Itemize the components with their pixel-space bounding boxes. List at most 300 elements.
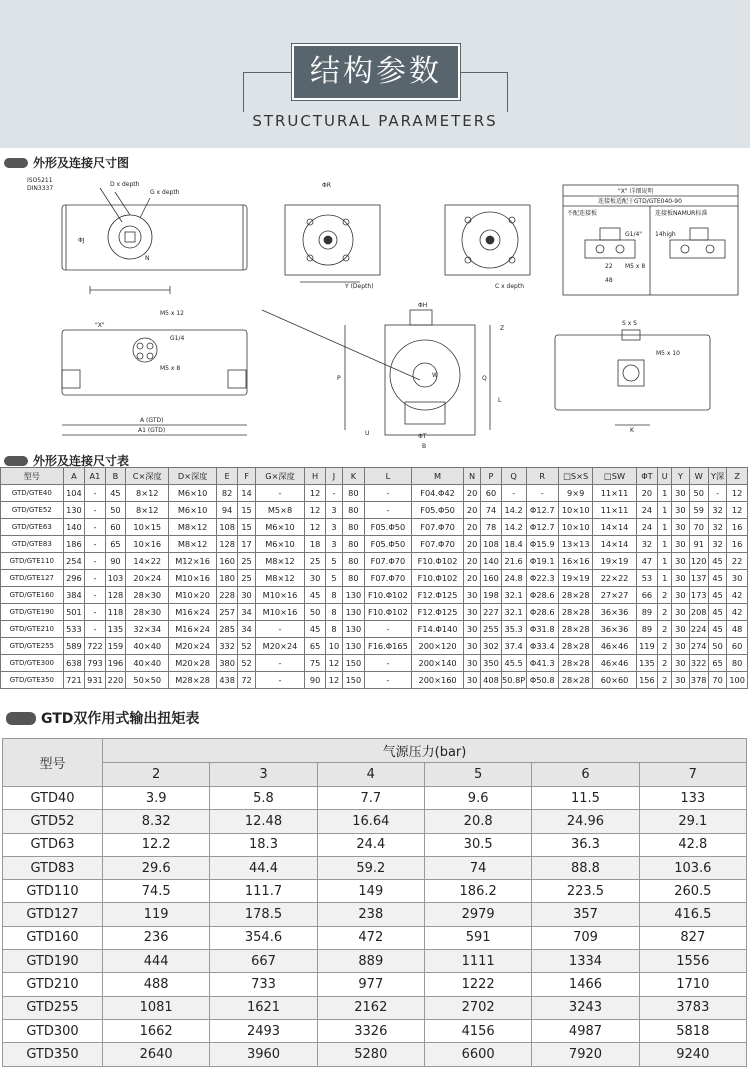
table-row	[1, 655, 748, 672]
drawing-side-view	[62, 310, 420, 435]
model-cell: GTD/GTE255	[1, 638, 64, 655]
table-cell: 27×27	[593, 587, 636, 604]
table-cell: 90	[105, 553, 126, 570]
table-cell: -	[85, 570, 106, 587]
table-cell: 20	[636, 485, 658, 502]
table-cell: 50	[708, 638, 726, 655]
torque-cell: 24.4	[317, 833, 424, 856]
table-cell: 25	[238, 570, 255, 587]
table-row	[3, 856, 747, 879]
table-cell: 150	[343, 655, 365, 672]
torque-cell: 44.4	[210, 856, 317, 879]
table-cell: 30	[672, 655, 689, 672]
table-cell: 18	[305, 536, 326, 553]
table-cell: Φ28.6	[526, 604, 558, 621]
label-n: N	[145, 255, 150, 262]
torque-cell: 24.96	[532, 810, 639, 833]
table-cell: 34	[238, 621, 255, 638]
table-cell: 50	[305, 604, 326, 621]
table-cell: F07.Φ70	[412, 536, 464, 553]
table-cell: 32×34	[126, 621, 169, 638]
table-cell: 140	[63, 519, 85, 536]
table-cell: 15	[238, 519, 255, 536]
label-m5x12: M5 x 12	[160, 310, 184, 317]
table-cell: 32.1	[501, 587, 526, 604]
table-cell: -	[85, 485, 106, 502]
table-cell: 721	[63, 672, 85, 689]
table-cell: 100	[727, 672, 748, 689]
model-cell: GTD/GTE190	[1, 604, 64, 621]
table-cell: 296	[63, 570, 85, 587]
table-cell: 160	[481, 570, 502, 587]
table-cell: 2	[658, 621, 672, 638]
table-cell: 30	[463, 621, 480, 638]
table-cell: 80	[343, 502, 365, 519]
table-cell: Φ22.3	[526, 570, 558, 587]
table-cell: 438	[216, 672, 238, 689]
table-cell: 14.2	[501, 519, 526, 536]
page-title: 结构参数	[310, 54, 442, 89]
dims-col-header: M	[412, 468, 464, 485]
table-cell: 30	[672, 502, 689, 519]
table-cell: 45	[708, 570, 726, 587]
table-cell: 2	[658, 655, 672, 672]
label-p: P	[337, 375, 341, 382]
table-cell: 384	[63, 587, 85, 604]
model-cell: GTD350	[3, 1043, 103, 1066]
torque-cell: 29.1	[639, 810, 746, 833]
table-cell: 24	[636, 519, 658, 536]
table-cell: 30	[672, 570, 689, 587]
table-cell: 78	[481, 519, 502, 536]
torque-cell: 3960	[210, 1043, 317, 1066]
label-c-depth: C x depth	[495, 283, 525, 290]
torque-cell: 2979	[424, 903, 531, 926]
table-cell: 22	[727, 553, 748, 570]
table-cell: 722	[85, 638, 106, 655]
label-q: Q	[482, 375, 487, 382]
dims-col-header: Q	[501, 468, 526, 485]
torque-cell: 119	[103, 903, 210, 926]
table-cell: 118	[105, 604, 126, 621]
table-cell: 30	[463, 672, 480, 689]
torque-cell: 1556	[639, 950, 746, 973]
table-cell: 65	[708, 655, 726, 672]
table-cell: 59	[689, 502, 708, 519]
table-cell: 50×50	[126, 672, 169, 689]
table-cell: 2	[658, 638, 672, 655]
section-heading-drawing: 外形及连接尺寸图	[4, 154, 129, 171]
table-cell: M6×10	[169, 502, 216, 519]
table-cell: F10.Φ102	[412, 553, 464, 570]
table-cell: M10×16	[255, 587, 305, 604]
torque-cell: 103.6	[639, 856, 746, 879]
dims-col-header: N	[463, 468, 480, 485]
table-cell: 28×28	[558, 655, 593, 672]
table-cell: 208	[689, 604, 708, 621]
table-cell: 130	[343, 638, 365, 655]
table-cell: 45.5	[501, 655, 526, 672]
table-row	[1, 519, 748, 536]
table-cell: 12	[305, 485, 326, 502]
table-cell: 128	[216, 536, 238, 553]
table-cell: 30	[672, 587, 689, 604]
torque-cell: 178.5	[210, 903, 317, 926]
table-cell: 80	[343, 485, 365, 502]
torque-cell: 3243	[532, 996, 639, 1019]
dimension-drawings	[0, 170, 750, 455]
table-cell: Φ12.7	[526, 502, 558, 519]
label-a1-gtd: A1 (GTD)	[138, 427, 166, 434]
table-cell: 45	[105, 485, 126, 502]
dims-col-header: H	[305, 468, 326, 485]
pressure-header: 5	[424, 763, 531, 787]
table-cell: F16.Φ165	[364, 638, 411, 655]
table-cell: 18.4	[501, 536, 526, 553]
table-cell: 8×12	[126, 485, 169, 502]
table-cell: 380	[216, 655, 238, 672]
torque-header-row	[3, 739, 747, 763]
table-cell: -	[526, 485, 558, 502]
table-cell: -	[364, 621, 411, 638]
table-cell: -	[364, 655, 411, 672]
table-cell: 32	[708, 502, 726, 519]
table-cell: 108	[216, 519, 238, 536]
torque-cell: 29.6	[103, 856, 210, 879]
torque-cell: 2702	[424, 996, 531, 1019]
dims-col-header: Y深	[708, 468, 726, 485]
table-cell: 60×60	[593, 672, 636, 689]
pipe-icon	[6, 712, 36, 725]
table-cell: 638	[63, 655, 85, 672]
table-cell: 36×36	[593, 621, 636, 638]
model-cell: GTD/GTE63	[1, 519, 64, 536]
torque-cell: 3326	[317, 1019, 424, 1042]
table-cell: 137	[689, 570, 708, 587]
table-cell: 30	[672, 672, 689, 689]
table-cell: 66	[636, 587, 658, 604]
table-cell: 119	[636, 638, 658, 655]
table-cell: 14×14	[593, 536, 636, 553]
dims-col-header: L	[364, 468, 411, 485]
page-title-box	[292, 44, 460, 100]
table-cell: 228	[216, 587, 238, 604]
dims-col-header: W	[689, 468, 708, 485]
table-cell: 19×19	[593, 553, 636, 570]
table-cell: 15	[238, 502, 255, 519]
torque-cell: 30.5	[424, 833, 531, 856]
label-l: L	[498, 397, 502, 404]
torque-cell: 3783	[639, 996, 746, 1019]
table-cell: 70	[708, 672, 726, 689]
table-cell: 200×160	[412, 672, 464, 689]
table-cell: Φ12.7	[526, 519, 558, 536]
table-cell: 14.2	[501, 502, 526, 519]
table-cell: 34	[238, 604, 255, 621]
table-cell: 28×28	[558, 638, 593, 655]
detail-box-right-label: 连接板NAMUR标准	[655, 210, 708, 217]
torque-cell: 889	[317, 950, 424, 973]
table-row	[3, 973, 747, 996]
table-cell: 14	[238, 485, 255, 502]
table-cell: 200×120	[412, 638, 464, 655]
torque-cell: 18.3	[210, 833, 317, 856]
detail-box-left-label: 不配连接板	[567, 210, 598, 217]
table-cell: 130	[343, 621, 365, 638]
table-cell: 30	[672, 553, 689, 570]
table-cell: 45	[305, 587, 326, 604]
table-cell: 130	[343, 604, 365, 621]
table-cell: F14.Φ140	[412, 621, 464, 638]
table-cell: 10×16	[126, 536, 169, 553]
label-d-depth: D x depth	[110, 181, 140, 188]
table-cell: -	[364, 672, 411, 689]
table-cell: 128	[105, 587, 126, 604]
table-cell: 12	[325, 672, 342, 689]
table-cell: 20×24	[126, 570, 169, 587]
table-cell: 220	[105, 672, 126, 689]
label-m5x10: M5 x 10	[656, 350, 680, 357]
table-cell: 80	[727, 655, 748, 672]
table-cell: 80	[343, 553, 365, 570]
model-cell: GTD/GTE52	[1, 502, 64, 519]
torque-cell: 74	[424, 856, 531, 879]
dims-col-header: C×深度	[126, 468, 169, 485]
table-cell: 32	[636, 536, 658, 553]
torque-cell: 36.3	[532, 833, 639, 856]
table-cell: 50	[689, 485, 708, 502]
table-cell: 2	[658, 587, 672, 604]
table-cell: M6×10	[255, 536, 305, 553]
table-cell: 70	[689, 519, 708, 536]
drawing-front-view	[62, 188, 247, 294]
table-cell: -	[501, 485, 526, 502]
table-cell: 75	[305, 655, 326, 672]
table-row	[3, 903, 747, 926]
pipe-icon	[4, 456, 28, 466]
dims-col-header: F	[238, 468, 255, 485]
torque-cell: 20.8	[424, 810, 531, 833]
table-row	[1, 672, 748, 689]
torque-cell: 5818	[639, 1019, 746, 1042]
table-cell: 65	[105, 536, 126, 553]
table-cell: 28×28	[558, 621, 593, 638]
pressure-header: 6	[532, 763, 639, 787]
table-cell: 45	[708, 587, 726, 604]
table-cell: 408	[481, 672, 502, 689]
table-cell: M28×28	[169, 672, 216, 689]
drawing-end-view	[445, 205, 530, 275]
table-cell: 322	[689, 655, 708, 672]
torque-cell: 42.8	[639, 833, 746, 856]
table-cell: 130	[63, 502, 85, 519]
table-cell: -	[708, 485, 726, 502]
table-cell: 285	[216, 621, 238, 638]
table-cell: 1	[658, 536, 672, 553]
table-cell: 8×12	[126, 502, 169, 519]
drawing-top-view	[285, 205, 380, 282]
torque-cell: 111.7	[210, 880, 317, 903]
torque-cell: 5.8	[210, 787, 317, 810]
table-cell: 3	[325, 502, 342, 519]
table-cell: 12	[727, 502, 748, 519]
table-cell: Φ31.8	[526, 621, 558, 638]
torque-cell: 74.5	[103, 880, 210, 903]
table-cell: 10×15	[126, 519, 169, 536]
torque-cell: 5280	[317, 1043, 424, 1066]
table-row	[1, 587, 748, 604]
torque-table	[2, 738, 747, 1067]
torque-pressure-row	[3, 763, 747, 787]
table-cell: 2	[658, 672, 672, 689]
table-cell: 80	[343, 570, 365, 587]
model-cell: GTD190	[3, 950, 103, 973]
table-cell: F07.Φ70	[412, 519, 464, 536]
table-cell: F07.Φ70	[364, 553, 411, 570]
table-cell: 274	[689, 638, 708, 655]
table-cell: 20	[463, 570, 480, 587]
torque-cell: 1621	[210, 996, 317, 1019]
model-cell: GTD63	[3, 833, 103, 856]
torque-cell: 1222	[424, 973, 531, 996]
table-cell: F05.Φ50	[364, 519, 411, 536]
table-cell: 20	[463, 553, 480, 570]
dims-col-header: B	[105, 468, 126, 485]
table-cell: 30	[672, 638, 689, 655]
table-cell: 52	[238, 638, 255, 655]
table-cell: 1	[658, 502, 672, 519]
table-cell: 9×9	[558, 485, 593, 502]
table-cell: M10×16	[255, 604, 305, 621]
table-cell: 14×22	[126, 553, 169, 570]
model-cell: GTD/GTE300	[1, 655, 64, 672]
torque-cell: 1334	[532, 950, 639, 973]
table-cell: 159	[105, 638, 126, 655]
table-cell: M10×20	[169, 587, 216, 604]
model-cell: GTD/GTE40	[1, 485, 64, 502]
table-cell: F10.Φ102	[412, 570, 464, 587]
table-cell: 24	[636, 502, 658, 519]
table-cell: 28×30	[126, 587, 169, 604]
table-cell: -	[325, 485, 342, 502]
label-g14: G1/4	[170, 335, 185, 342]
torque-cell: 4987	[532, 1019, 639, 1042]
table-cell: Φ41.3	[526, 655, 558, 672]
table-cell: Φ33.4	[526, 638, 558, 655]
table-cell: M8×12	[169, 519, 216, 536]
detail-box-g14: G1/4"	[625, 231, 643, 238]
dims-col-header: P	[481, 468, 502, 485]
table-cell: 30	[463, 655, 480, 672]
table-cell: 89	[636, 604, 658, 621]
model-cell: GTD/GTE160	[1, 587, 64, 604]
label-phi-r: ΦR	[322, 182, 331, 189]
table-cell: F07.Φ70	[364, 570, 411, 587]
model-cell: GTD110	[3, 880, 103, 903]
table-cell: 13×13	[558, 536, 593, 553]
dims-col-header: R	[526, 468, 558, 485]
model-cell: GTD/GTE127	[1, 570, 64, 587]
table-cell: 65	[305, 638, 326, 655]
table-cell: 45	[708, 553, 726, 570]
label-y-depth: Y (Depth)	[345, 283, 374, 290]
label-z: Z	[500, 325, 505, 332]
table-cell: 589	[63, 638, 85, 655]
table-cell: -	[85, 536, 106, 553]
table-cell: 36×36	[593, 604, 636, 621]
table-cell: 45	[305, 621, 326, 638]
model-cell: GTD/GTE83	[1, 536, 64, 553]
label-din: DIN3337	[27, 185, 54, 192]
model-cell: GTD255	[3, 996, 103, 1019]
table-cell: 20	[463, 536, 480, 553]
dims-col-header: □SW	[593, 468, 636, 485]
table-cell: 82	[216, 485, 238, 502]
table-cell: 30	[672, 604, 689, 621]
torque-cell: 8.32	[103, 810, 210, 833]
dims-col-header: Y	[672, 468, 689, 485]
table-cell: M20×24	[255, 638, 305, 655]
table-cell: F05.Φ50	[364, 536, 411, 553]
table-cell: 186	[63, 536, 85, 553]
table-cell: 196	[105, 655, 126, 672]
table-cell: 120	[689, 553, 708, 570]
table-cell: 30	[672, 519, 689, 536]
table-cell: 332	[216, 638, 238, 655]
detail-box-title: "X" 详细说明	[618, 188, 654, 195]
table-cell: -	[85, 519, 106, 536]
torque-cell: 3.9	[103, 787, 210, 810]
table-cell: 60	[105, 519, 126, 536]
torque-cell: 591	[424, 926, 531, 949]
table-row	[1, 553, 748, 570]
label-k: K	[630, 427, 634, 434]
torque-cell: 223.5	[532, 880, 639, 903]
table-cell: 45	[708, 621, 726, 638]
table-cell: 30	[463, 587, 480, 604]
table-cell: 20	[463, 485, 480, 502]
table-row	[1, 621, 748, 638]
table-cell: 28×28	[558, 672, 593, 689]
table-row	[3, 810, 747, 833]
table-row	[3, 1043, 747, 1066]
detail-box-22: 22	[605, 263, 613, 270]
table-cell: 1	[658, 485, 672, 502]
table-cell: 40×40	[126, 638, 169, 655]
label-u: U	[365, 430, 370, 437]
table-cell: M6×10	[169, 485, 216, 502]
table-cell: 45	[708, 604, 726, 621]
torque-cell: 2640	[103, 1043, 210, 1066]
table-cell: -	[255, 485, 305, 502]
table-row	[1, 502, 748, 519]
table-cell: 135	[105, 621, 126, 638]
dimensions-table	[0, 467, 748, 689]
table-cell: 140	[481, 553, 502, 570]
torque-cell: 472	[317, 926, 424, 949]
label-phi-h: ΦH	[418, 302, 428, 309]
torque-cell: 6600	[424, 1043, 531, 1066]
torque-cell: 7.7	[317, 787, 424, 810]
table-cell: -	[85, 604, 106, 621]
drawing-canvas	[0, 170, 750, 455]
model-cell: GTD160	[3, 926, 103, 949]
table-cell: 302	[481, 638, 502, 655]
table-cell: 180	[216, 570, 238, 587]
table-cell: -	[85, 502, 106, 519]
table-cell: 21.6	[501, 553, 526, 570]
dims-col-header: G×深度	[255, 468, 305, 485]
